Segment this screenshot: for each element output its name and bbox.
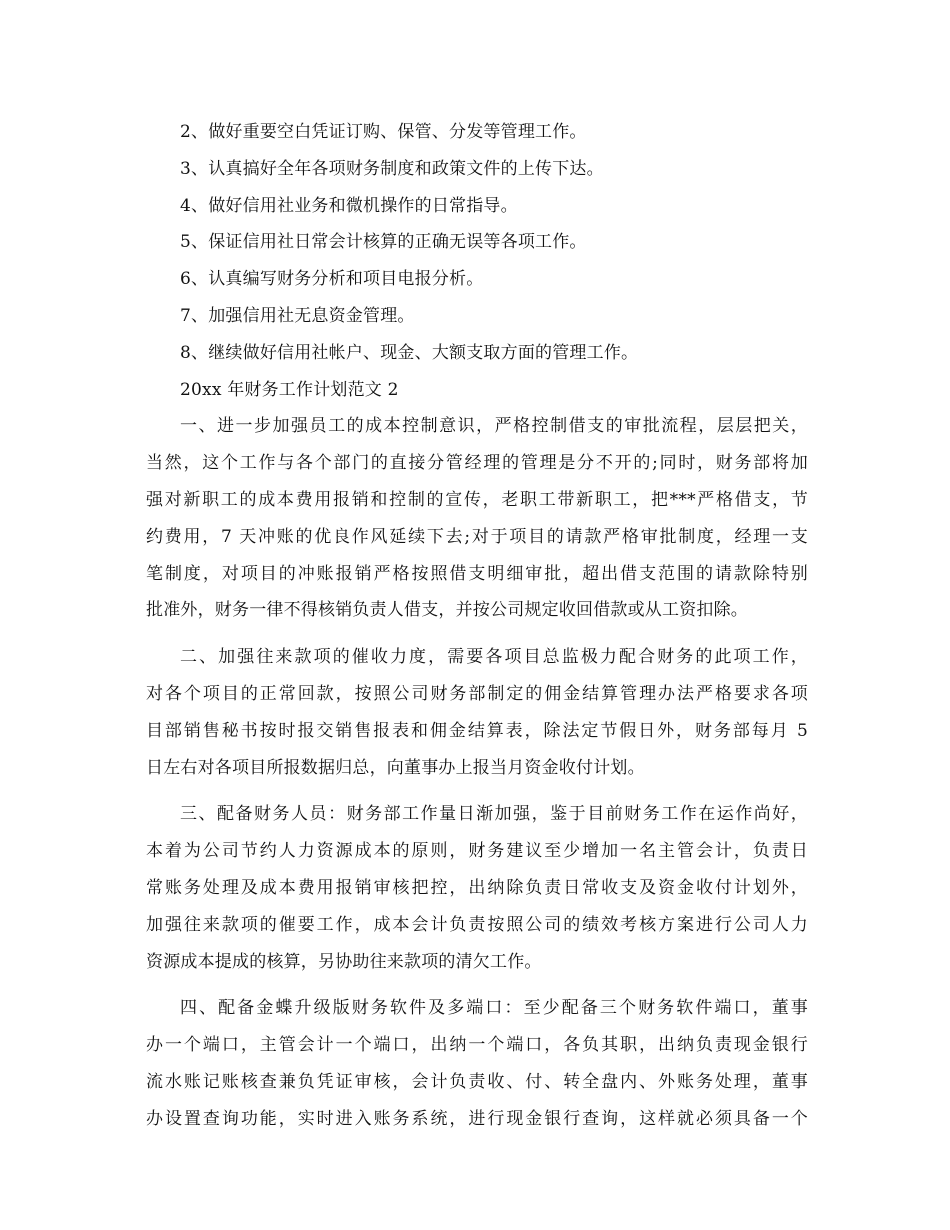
paragraph-line: 目部销售秘书按时报交销售报表和佣金结算表，除法定节假日外，财务部每月 5 [146,720,808,741]
section-title: 20xx 年财务工作计划范文 2 [180,379,399,400]
paragraph-line: 办设置查询功能，实时进入账务系统，进行现金银行查询，这样就必须具备一个 [146,1108,808,1129]
list-item: 6、认真编写财务分析和项目电报分析。 [180,269,484,290]
list-item: 3、认真搞好全年各项财务制度和政策文件的上传下达。 [180,158,604,179]
list-item: 5、保证信用社日常会计核算的正确无误等各项工作。 [180,232,587,253]
paragraph-line: 办一个端口，主管会计一个端口，出纳一个端口，各负其职，出纳负责现金银行 [146,1035,808,1056]
list-item: 7、加强信用社无息资金管理。 [180,305,415,326]
document-body [146,114,808,1148]
paragraph-1 [146,408,808,629]
paragraph-line: 日左右对各项目所报数据归总，向董事办上报当月资金收付计划。 [146,757,645,778]
paragraph-line: 四、配备金蝶升级版财务软件及多端口：至少配备三个财务软件端口，董事 [180,998,808,1019]
paragraph-3 [146,796,808,980]
numbered-list [146,114,808,372]
paragraph-line: 对各个项目的正常回款，按照公司财务部制定的佣金结算管理办法严格要求各项 [146,683,808,704]
paragraph-line: 流水账记账核查兼负凭证审核，会计负责收、付、转全盘内、外账务处理，董事 [146,1071,808,1092]
paragraph-2 [146,639,808,786]
paragraph-line: 常账务处理及成本费用报销审核把控，出纳除负责日常收支及资金收付计划外， [146,877,808,898]
paragraph-line: 加强往来款项的催要工作，成本会计负责按照公司的绩效考核方案进行公司人力 [146,914,808,935]
list-item: 2、做好重要空白凭证订购、保管、分发等管理工作。 [180,122,587,142]
paragraph-line: 三、配备财务人员：财务部工作量日渐加强，鉴于目前财务工作在运作尚好， [180,804,808,825]
paragraph-line: 批准外，财务一律不得核销负责人借支，并按公司规定收回借款或从工资扣除。 [146,600,748,621]
list-item: 4、做好信用社业务和微机操作的日常指导。 [180,195,518,216]
paragraph-line: 当然，这个工作与各个部门的直接分管经理的管理是分不开的;同时，财务部将加 [146,453,808,474]
paragraph-line: 笔制度，对项目的冲账报销严格按照借支明细审批，超出借支范围的请款除特别 [146,563,808,584]
paragraph-line: 二、加强往来款项的催收力度，需要各项目总监极力配合财务的此项工作， [180,647,808,668]
paragraph-line: 一、进一步加强员工的成本控制意识，严格控制借支的审批流程，层层把关， [180,416,808,437]
paragraph-4 [146,990,808,1137]
paragraph-line: 强对新职工的成本费用报销和控制的宣传，老职工带新职工，把***严格借支，节 [146,489,808,510]
paragraph-line: 本着为公司节约人力资源成本的原则，财务建议至少增加一名主管会计，负责日 [146,841,808,862]
list-item: 8、继续做好信用社帐户、现金、大额支取方面的管理工作。 [180,342,639,363]
paragraph-line: 约费用，7 天冲账的优良作风延续下去;对于项目的请款严格审批制度，经理一支 [146,526,808,547]
paragraph-line: 资源成本提成的核算，另协助往来款项的清欠工作。 [146,951,542,972]
